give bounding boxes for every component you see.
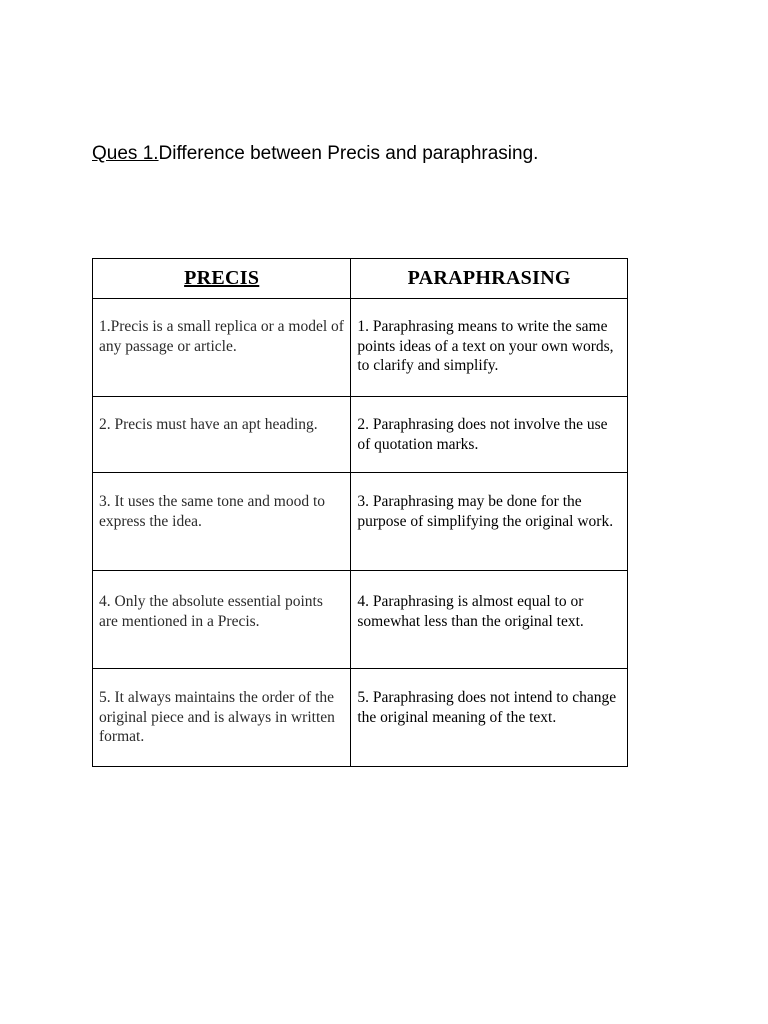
comparison-table: [92, 258, 628, 767]
paraphrasing-cell: 1. Paraphrasing means to write the same points ideas of a text on your own words, to clarify and simplify.: [351, 299, 628, 397]
paraphrasing-cell: 4. Paraphrasing is almost equal to or somewhat less than the original text.: [351, 571, 628, 669]
table-header-row: [93, 259, 628, 299]
header-paraphrasing-label: PARAPHRASING: [407, 267, 571, 289]
table-row: [93, 473, 628, 571]
question-label: Ques 1.: [92, 143, 159, 164]
paraphrasing-cell: 5. Paraphrasing does not intend to change the original meaning of the text.: [351, 669, 628, 767]
precis-cell: 4. Only the absolute essential points are mentioned in a Precis.: [93, 571, 351, 669]
header-paraphrasing: [351, 259, 628, 299]
table-row: [93, 299, 628, 397]
table-row: [93, 397, 628, 473]
precis-cell: 5. It always maintains the order of the original piece and is always in written format.: [93, 669, 351, 767]
paraphrasing-cell: 2. Paraphrasing does not involve the use of quotation marks.: [351, 397, 628, 473]
precis-cell: 3. It uses the same tone and mood to express the idea.: [93, 473, 351, 571]
precis-cell: 2. Precis must have an apt heading.: [93, 397, 351, 473]
table-row: [93, 571, 628, 669]
table-row: [93, 669, 628, 767]
header-precis-label: PRECIS: [184, 267, 260, 289]
precis-cell: 1.Precis is a small replica or a model of any passage or article.: [93, 299, 351, 397]
question-text: Difference between Precis and paraphrasing.: [158, 143, 539, 164]
header-precis: [93, 259, 351, 299]
question-heading: [92, 143, 538, 165]
paraphrasing-cell: 3. Paraphrasing may be done for the purpose of simplifying the original work.: [351, 473, 628, 571]
